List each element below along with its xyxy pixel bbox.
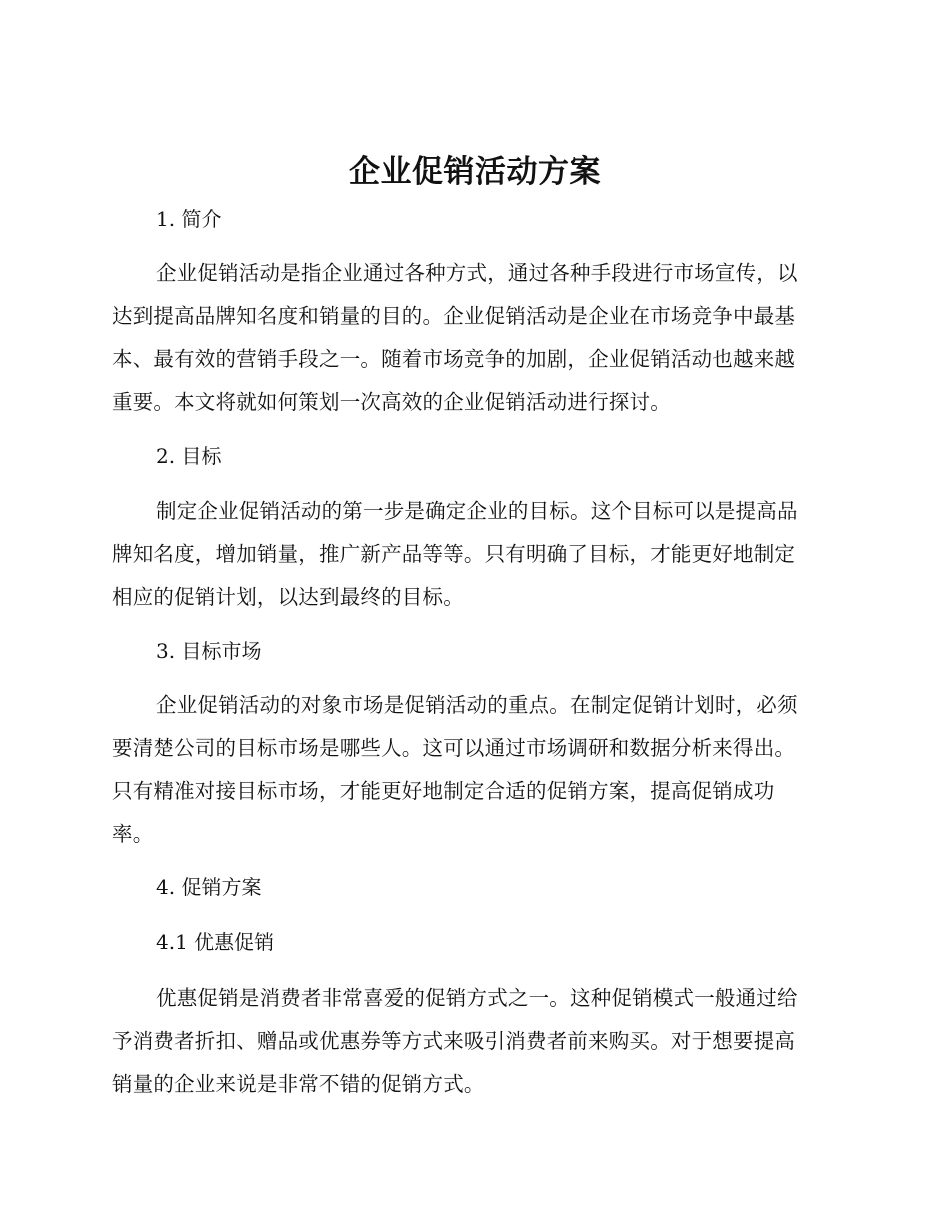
paragraph-line: 制定企业促销活动的第一步是确定企业的目标。这个目标可以是提高品 <box>156 499 798 523</box>
paragraph-line: 本、最有效的营销手段之一。随着市场竞争的加剧，企业促销活动也越来越 <box>112 347 796 371</box>
section-heading-intro: 1. 简介 <box>156 207 222 231</box>
paragraph-line: 企业促销活动是指企业通过各种方式，通过各种手段进行市场宣传，以 <box>156 261 798 285</box>
section-paragraph-intro <box>112 252 832 424</box>
paragraph-line: 牌知名度，增加销量，推广新产品等等。只有明确了目标，才能更好地制定 <box>112 542 796 566</box>
section-paragraph-target-market <box>112 684 832 856</box>
paragraph-line: 优惠促销是消费者非常喜爱的促销方式之一。这种促销模式一般通过给 <box>156 986 798 1010</box>
paragraph-line: 企业促销活动的对象市场是促销活动的重点。在制定促销计划时，必须 <box>156 693 798 717</box>
paragraph-line: 率。 <box>112 822 154 846</box>
section-paragraph-goal <box>112 490 832 619</box>
section-heading-goal: 2. 目标 <box>156 444 222 468</box>
document-title: 企业促销活动方案 <box>349 154 601 190</box>
paragraph-line: 重要。本文将就如何策划一次高效的企业促销活动进行探讨。 <box>112 390 671 414</box>
section-heading-promotion-plan: 4. 促销方案 <box>156 875 262 899</box>
paragraph-line: 要清楚公司的目标市场是哪些人。这可以通过市场调研和数据分析来得出。 <box>112 736 796 760</box>
paragraph-line: 只有精准对接目标市场，才能更好地制定合适的促销方案，提高促销成功 <box>112 779 775 803</box>
section-paragraph-discount-promotion <box>112 977 832 1106</box>
paragraph-line: 销量的企业来说是非常不错的促销方式。 <box>112 1072 485 1096</box>
paragraph-line: 相应的促销计划，以达到最终的目标。 <box>112 585 464 609</box>
paragraph-line: 达到提高品牌知名度和销量的目的。企业促销活动是企业在市场竞争中最基 <box>112 304 796 328</box>
paragraph-line: 予消费者折扣、赠品或优惠券等方式来吸引消费者前来购买。对于想要提高 <box>112 1029 796 1053</box>
section-heading-discount-promotion: 4.1 优惠促销 <box>156 930 275 954</box>
section-heading-target-market: 3. 目标市场 <box>156 639 262 663</box>
